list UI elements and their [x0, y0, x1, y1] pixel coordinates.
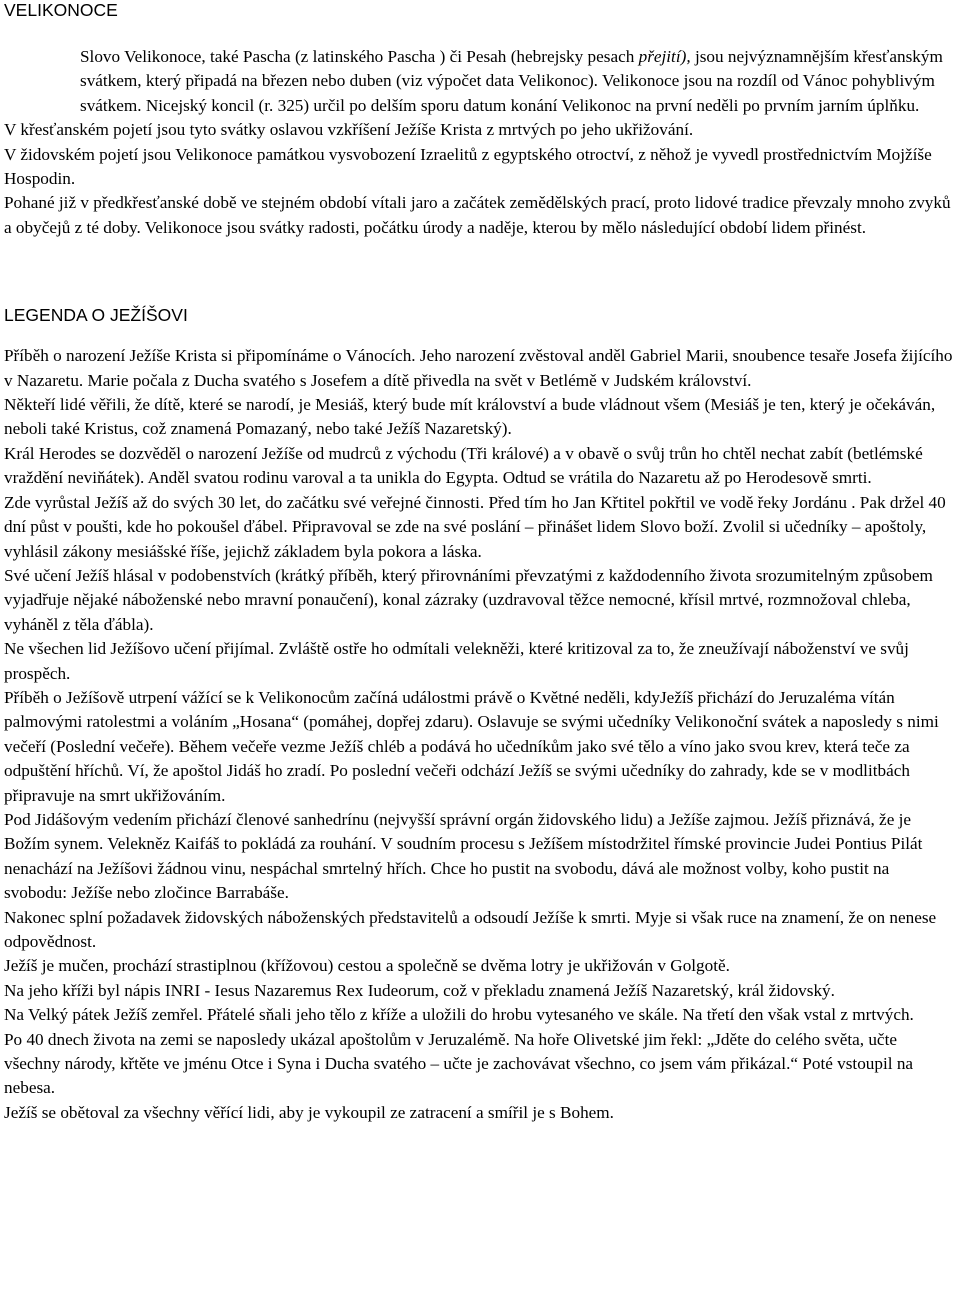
intro-section: [4, 45, 956, 240]
legend-paragraph: Příběh o Ježíšově utrpení vážící se k Velikonocům začíná událostmi právě o Květné neděli, kdyJežíš přichází do Jeruzaléma vítán palmovými ratolestmi a voláním „Hosana“ (pomáhej, dopřej zdaru). Oslavuje se svými učedníky Velikonoční svátek a naposledy s nimi večeří (Poslední večeře). Během večeře vezme Ježíš chléb a podává ho učedníkům jako své tělo a víno jako svou krev, která teče za odpuštění hříchů. Ví, že apoštol Jidáš ho zradí. Po poslední večeři odchází Ježíš se svými učedníky do zahrady, kde se v modlitbách připravuje na smrt ukřižováním.: [4, 687, 939, 805]
heading-legenda: LEGENDA O JEŽÍŠOVI: [4, 305, 188, 326]
legend-section: [4, 344, 956, 1125]
pagan-meaning-paragraph: Pohané již v předkřesťanské době ve stejném období vítali jaro a začátek zemědělských prací, proto lidové tradice převzaly mnoho zvyků a obyčejů z té doby. Velikonoce jsou svátky radosti, počátku úrody a naděje, kterou by mělo následující období lidem přinést.: [4, 193, 951, 237]
legend-paragraph: Pod Jidášovým vedením přichází členové sanhedrínu (nejvyšší správní orgán židovského lidu) a Ježíše zajmou. Ježíš přiznává, že je Božím synem. Velekněz Kaifáš to pokládá za rouhání. V soudním procesu s Ježíšem místodržitel římské provincie Judei Pontius Pilát nenachází na Ježíšovi žádnou vinu, nespáchal smrtelný hřích. Chce ho pustit na svobodu, dává ale možnost volby, koho pustit na svobodu: Ježíše nebo zločince Barrabáše.: [4, 809, 923, 903]
legend-paragraph: Ne všechen lid Ježíšovo učení přijímal. Zvláště ostře ho odmítali velekněži, které kritizoval za to, že zneužívají náboženství ve svůj prospěch.: [4, 639, 909, 683]
legend-paragraph: Své učení Ježíš hlásal v podobenstvích (krátký příběh, který přirovnáními převzatými z každodenního života srozumitelným způsobem vyjadřuje nějaké náboženské nebo mravní ponaučení), konal zázraky (uzdravoval těžce nemocné, křísil mrtvé, rozmnožoval chleba, vyháněl z těla ďábla).: [4, 565, 933, 634]
document-page: [4, 0, 956, 1125]
legend-paragraph: Někteří lidé věřili, že dítě, které se narodí, je Mesiáš, který bude mít království a bude vládnout všem (Mesiáš je ten, který je očekáván, neboli také Kristus, což znamená Pomazaný, nebo také Ježíš Nazaretský).: [4, 395, 936, 439]
intro-text-a: Slovo Velikonoce, také Pascha (z latinského Pascha ) či Pesah (hebrejsky pesach: [80, 47, 639, 66]
christian-meaning-paragraph: V křesťanském pojetí jsou tyto svátky oslavou vzkříšení Ježíše Krista z mrtvých po jeho ukřižování.: [4, 120, 694, 140]
legend-paragraph: Na jeho kříži byl nápis INRI - Iesus Nazaremus Rex Iudeorum, což v překladu znamená Ježíš Nazaretský, král židovský.: [4, 980, 835, 1000]
legend-paragraph: Na Velký pátek Ježíš zemřel. Přátelé sňali jeho tělo z kříže a uložili do hrobu vytesaného ve skále. Na třetí den však vstal z mrtvých.: [4, 1005, 914, 1025]
legend-paragraph: Zde vyrůstal Ježíš až do svých 30 let, do začátku své veřejné činnosti. Před tím ho Jan Křtitel pokřtil ve vodě řeky Jordánu . Pak držel 40 dní půst v poušti, kde ho pokoušel ďábel. Připravoval se zde na své poslání – přinášet lidem Slovo boží. Zvolil si učedníky – apoštoly, vyhlásil zákony mesiášské říše, jejichž základem byla pokora a láska.: [4, 492, 946, 561]
intro-paragraph: [4, 45, 956, 118]
legend-paragraph: Příběh o narození Ježíše Krista si připomínáme o Vánocích. Jeho narození zvěstoval anděl Gabriel Marii, snoubence tesaře Josefa žijícího v Nazaretu. Marie počala z Ducha svatého s Josefem a dítě přivedla na svět v Betlémě v Judském království.: [4, 346, 953, 390]
jewish-meaning-paragraph: V židovském pojetí jsou Velikonoce památkou vysvobození Izraelitů z egyptského otroctví, z něhož je vyvedl prostřednictvím Mojžíše Hospodin.: [4, 144, 932, 189]
heading-velikonoce: VELIKONOCE: [4, 0, 118, 20]
legend-paragraph: Ježíš je mučen, prochází strastiplnou (křížovou) cestou a společně se dvěma lotry je ukřižován v Golgotě.: [4, 956, 730, 976]
legend-paragraph: Král Herodes se dozvěděl o narození Ježíše od mudrců z východu (Tři králové) a v obavě o svůj trůn ho chtěl nechat zabít (betlémské vraždění neviňátek). Anděl svatou rodinu varoval a ta unikla do Egypta. Odtud se vrátila do Nazaretu až po Herodesově smrti.: [4, 443, 923, 488]
intro-text-b: jsou nejvýznamnějším křesťanským svátkem, který připadá na březen nebo duben (viz výpočet data Velikonoc). Velikonoce jsou na rozdíl od Vánoc pohyblivým svátkem. Nicejský koncil (r. 325) určil po delším sporu datum konání Velikonoc na první neděli po prvním jarním úplňku.: [80, 47, 943, 115]
legend-paragraph: Po 40 dnech života na zemi se naposledy ukázal apoštolům v Jeruzalémě. Na hoře Olivetské jim řekl: „Jděte do celého světa, učte všechny národy, křtěte ve jménu Otce i Syna i Ducha svatého – učte je zachovávat všechno, co jsem vám přikázal.“ Poté vstoupil na nebesa.: [4, 1029, 914, 1098]
intro-text-italic: přejití),: [638, 47, 691, 66]
legend-paragraph: Ježíš se obětoval za všechny věřící lidi, aby je vykoupil ze zatracení a smířil je s Bohem.: [4, 1102, 614, 1122]
legend-paragraph: Nakonec splní požadavek židovských náboženských představitelů a odsoudí Ježíše k smrti. Myje si však ruce na znamení, že on nenese odpovědnost.: [4, 907, 937, 951]
